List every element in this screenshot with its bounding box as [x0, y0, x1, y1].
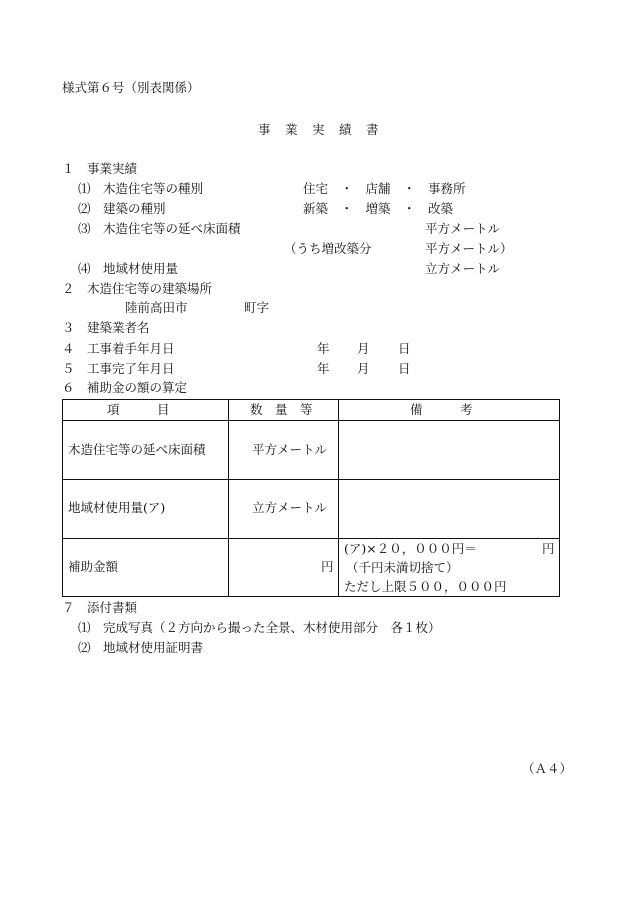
attachment-photos: ⑴ 完成写真（２方向から撮った全景、木材使用部分 各１枚） [78, 620, 441, 635]
building-type-label: ⑴ 木造住宅等の種別 [78, 181, 204, 196]
renovation-area-label: （うち増改築分 [284, 241, 372, 256]
section-3-heading: ３ 建築業者名 [62, 320, 150, 335]
table-divider-2 [338, 400, 339, 596]
end-day-label: 日 [398, 361, 411, 376]
end-month-label: 月 [357, 361, 370, 376]
table-header-rule [63, 420, 559, 421]
row-subsidy-item: 補助金額 [68, 559, 119, 574]
section-7-heading: ７ 添付書類 [62, 600, 138, 615]
table-divider-1 [228, 400, 229, 596]
floor-area-unit: 平方メートル [425, 221, 501, 236]
attachment-timber-certificate: ⑵ 地域材使用証明書 [78, 640, 204, 655]
site-town: 町字 [244, 300, 270, 315]
table-row-rule-1 [63, 479, 559, 480]
header-item: 項 目 [107, 402, 170, 417]
section-2-heading: ２ 木造住宅等の建築場所 [62, 281, 213, 296]
table-row-rule-2 [63, 538, 559, 539]
document-title: 事 業 実 績 書 [258, 122, 380, 137]
building-type-options: 住宅 ・ 店舗 ・ 事務所 [303, 181, 466, 196]
row-subsidy-yen-unit: 円 [321, 559, 334, 574]
subsidy-formula: (ア)×２０，０００円＝ [344, 541, 477, 556]
row-floor-area-item: 木造住宅等の延べ床面積 [68, 442, 206, 457]
row-local-timber-item: 地域材使用量(ア) [68, 500, 166, 515]
site-city: 陸前高田市 [125, 300, 188, 315]
subsidy-rounding-note: （千円未満切捨て） [346, 560, 459, 575]
header-quantity: 数 量 等 [250, 402, 313, 417]
section-4-heading: ４ 工事着手年月日 [62, 341, 175, 356]
local-timber-label: ⑷ 地域材使用量 [78, 261, 179, 276]
renovation-area-unit: 平方メートル） [425, 241, 513, 256]
row-local-timber-unit: 立方メートル [252, 500, 328, 515]
local-timber-unit: 立方メートル [425, 261, 501, 276]
construction-type-options: 新築 ・ 増築 ・ 改築 [303, 201, 454, 216]
section-6-heading: ６ 補助金の額の算定 [62, 380, 188, 395]
construction-type-label: ⑵ 建築の種別 [78, 201, 166, 216]
form-number: 様式第６号（別表関係） [62, 80, 200, 95]
header-remarks: 備 考 [410, 402, 473, 417]
section-1-heading: １ 事業実績 [62, 161, 138, 176]
row-floor-area-unit: 平方メートル [252, 442, 328, 457]
start-year-label: 年 [317, 341, 330, 356]
end-year-label: 年 [317, 361, 330, 376]
paper-size-label: （Ａ４） [522, 761, 573, 776]
start-month-label: 月 [357, 341, 370, 356]
section-5-heading: ５ 工事完了年月日 [62, 361, 175, 376]
subsidy-calculation-table [62, 399, 560, 597]
start-day-label: 日 [398, 341, 411, 356]
subsidy-formula-yen: 円 [542, 541, 555, 556]
subsidy-cap-note: ただし上限５００，０００円 [344, 579, 507, 594]
floor-area-label: ⑶ 木造住宅等の延べ床面積 [78, 221, 241, 236]
